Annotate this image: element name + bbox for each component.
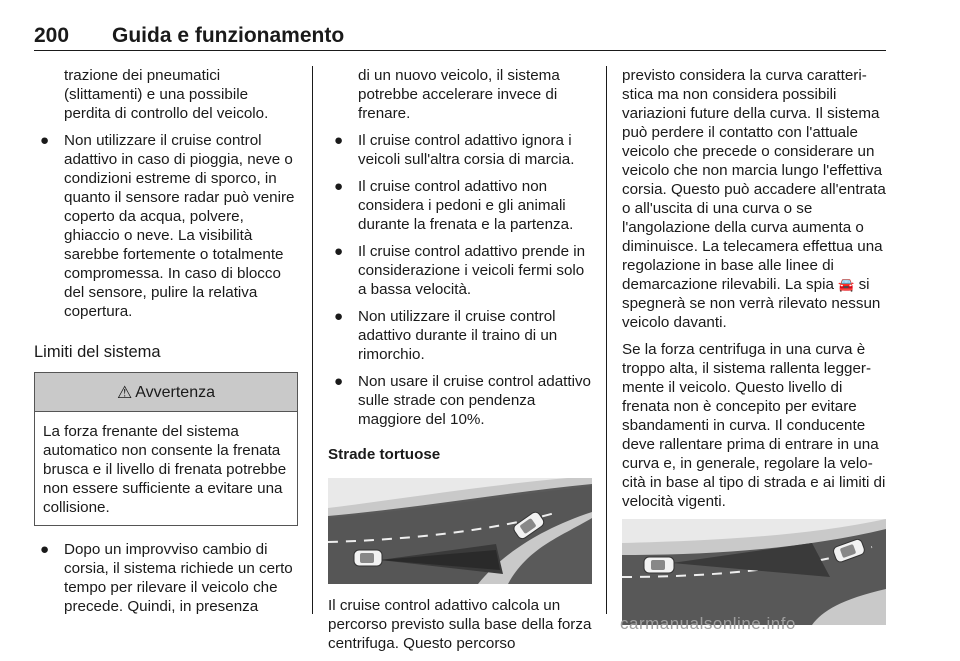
list-item-text: Il cruise control adattivo ignora i veicoli sull'altra corsia di marcia. (358, 132, 575, 168)
warning-header (35, 373, 297, 412)
warning-box (34, 372, 298, 526)
list-item (328, 307, 592, 364)
continued-paragraph: di un nuovo veicolo, il sistema potrebbe accelerare invece di frenare. (358, 67, 560, 122)
bullet-icon: ● (334, 178, 344, 195)
list-item-text: Il cruise control adattivo prende in considerazione i veicoli fermi solo a bassa velocità. (358, 243, 586, 298)
warning-triangle-icon: ⚠ (117, 382, 133, 402)
vehicle-ahead-icon: 🚘 (838, 277, 855, 292)
list-item (328, 242, 592, 299)
watermark: carmanualsonline.info (620, 614, 796, 633)
curved-road-illustration (328, 478, 592, 584)
list-item (328, 372, 592, 429)
paragraph-text: previsto considera la curva caratteristica ma non considera possibili variazioni future della curva. Il sistema può perdere il contatto con l'attuale veicolo che precede o considerare un veicolo che non marcia lungo l'effettiva corsia. Questo può accadere all'entrata o all'uscita di una curva o se l'angolazione della curva aumenta o diminuisce. La telecamera effettua una regolazione in base alle linee di demarcazione rilevabili. La spia (622, 67, 886, 293)
paragraph: Il cruise control adattivo calcola un percorso previsto sulla base della forza centrifuga. Questo percorso (328, 597, 592, 652)
page-number: 200 (34, 24, 70, 47)
curved-road-illustration (622, 519, 886, 625)
bullet-icon: ● (334, 373, 344, 390)
paragraph: Se la forza centrifuga in una curva è troppo alta, il sistema rallenta leggermente il veicolo. Questo livello di frenata non è concepito per evitare sbandamenti in curva. Il conducente deve rallentare prima di entrare in una curva e, in generale, regolare la velocità in base al tipo di strada e ai limiti di velocità vigenti. (622, 341, 886, 510)
warning-title: Avvertenza (135, 383, 215, 401)
section-title: Guida e funzionamento (112, 24, 345, 47)
column-2 (328, 66, 592, 661)
list-item (328, 131, 592, 169)
subsection-heading: Strade tortuose (328, 446, 441, 463)
column-1 (34, 66, 298, 624)
bullet-icon: ● (334, 243, 344, 260)
bullet-icon: ● (40, 132, 50, 149)
column-3 (622, 66, 886, 625)
list-item-text: Dopo un improvviso cambio di corsia, il sistema richiede un certo tempo per rilevare il veicolo che precede. Quindi, in presenza (64, 541, 293, 615)
column-divider (312, 66, 313, 614)
bullet-icon: ● (40, 541, 50, 558)
section-heading: Limiti del sistema (34, 343, 161, 361)
list-item-text: Non utilizzare il cruise control adattivo in caso di pioggia, neve o condizioni estreme di sporco, in quanto il sensore radar può venire coperto da acqua, polvere, ghiaccio o neve. La visibilità sarebbe fortemente o totalmente compromessa. In caso di blocco del sensore, pulire la relativa copertura. (64, 132, 295, 320)
paragraph (622, 66, 886, 332)
list-item-text: Il cruise control adattivo non considera i pedoni e gli animali durante la frenata e la partenza. (358, 178, 574, 233)
bullet-icon: ● (334, 308, 344, 325)
list-item (328, 177, 592, 234)
list-item-text: Non usare il cruise control adattivo sulle strade con pendenza maggiore del 10%. (358, 373, 591, 428)
page-header (34, 22, 886, 52)
list-item-text: Non utilizzare il cruise control adattivo durante il traino di un rimorchio. (358, 308, 558, 363)
continued-paragraph: trazione dei pneumatici (slittamenti) e una possibile perdita di controllo del veicolo. (64, 67, 269, 122)
list-item (34, 131, 298, 321)
warning-text: La forza frenante del sistema automatico non consente la frenata brusca e il livello di frenata potrebbe non essere sufficiente a evitare una collisione. (43, 423, 287, 516)
list-item (34, 540, 298, 616)
header-rule (34, 50, 886, 51)
paragraph-text: si spegnerà se non verrà rilevato nessun veicolo davanti. (622, 276, 881, 331)
column-divider (606, 66, 607, 614)
bullet-icon: ● (334, 132, 344, 149)
